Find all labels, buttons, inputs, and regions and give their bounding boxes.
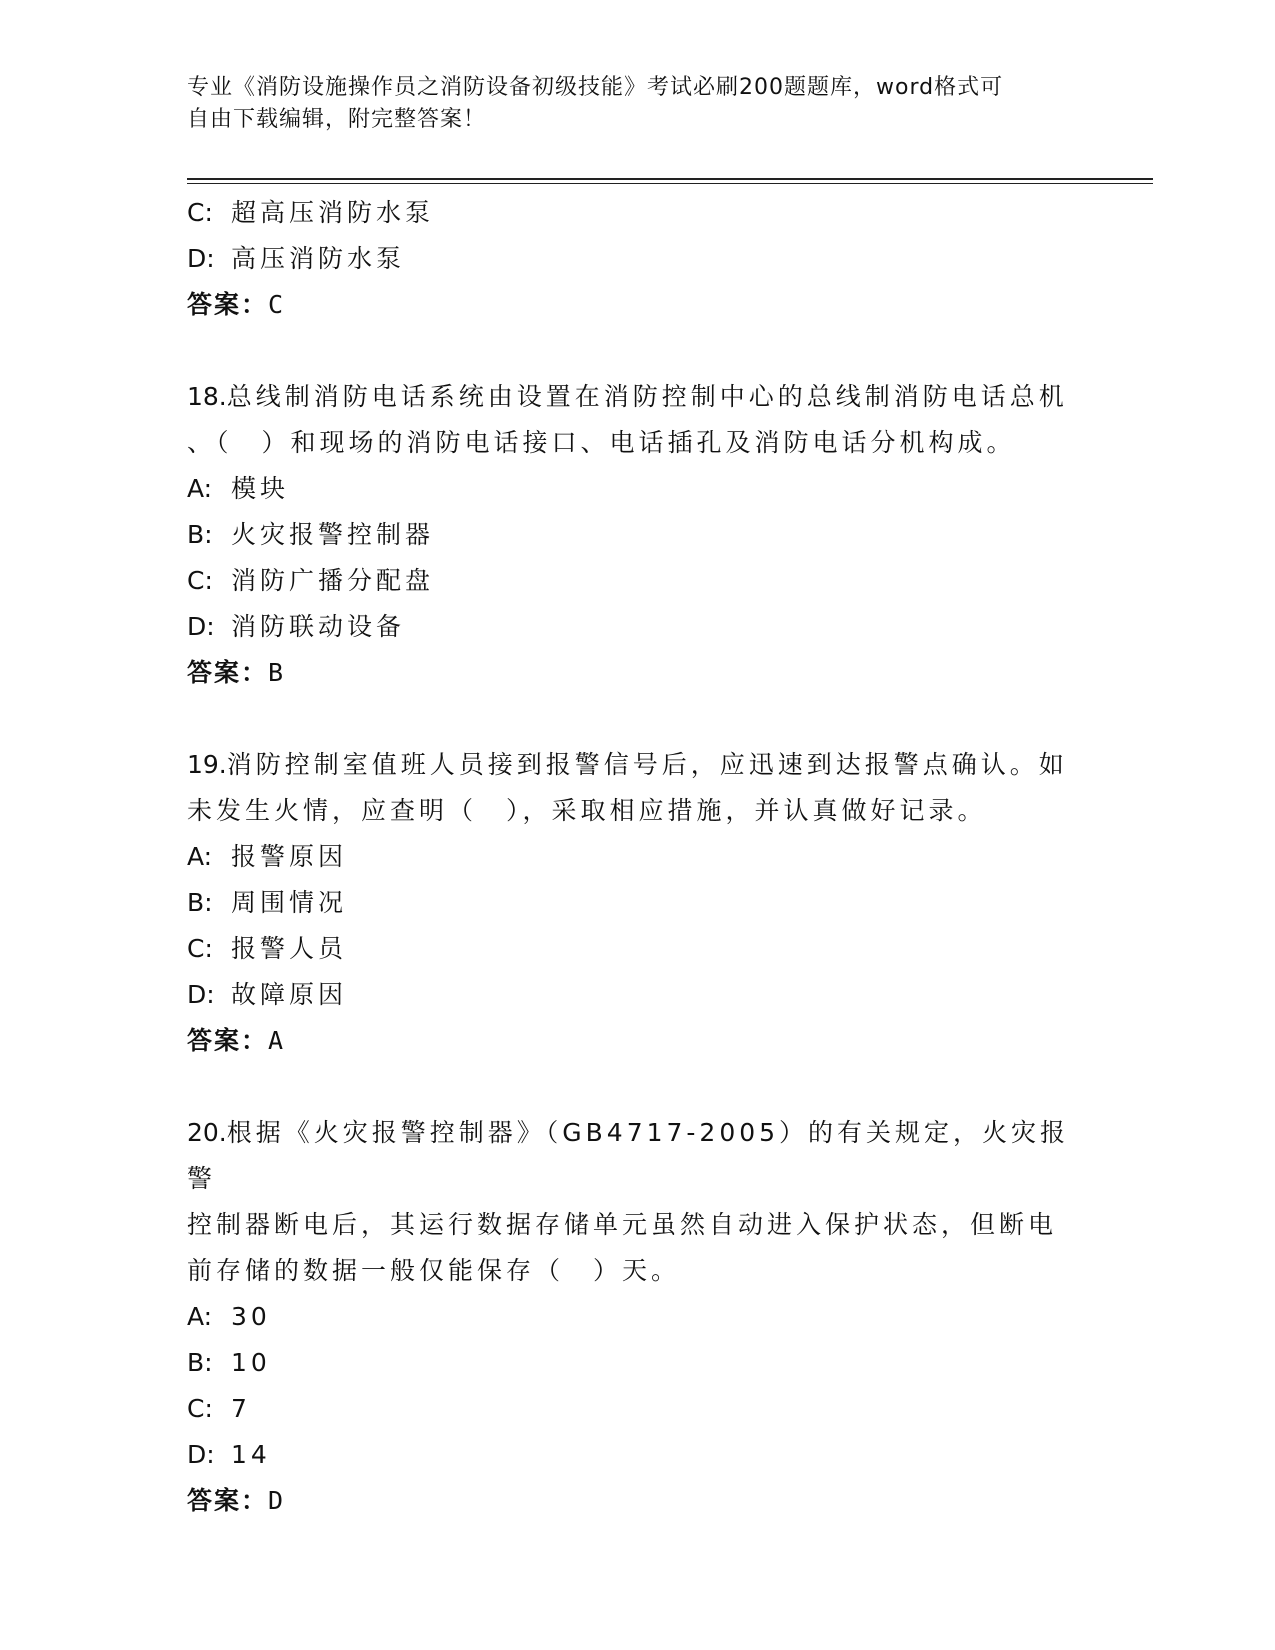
option-d xyxy=(187,972,1087,1018)
option-a xyxy=(187,466,1087,512)
option-c xyxy=(187,926,1087,972)
question-number: 20. xyxy=(187,1118,227,1147)
option-b xyxy=(187,880,1087,926)
option-text: 7 xyxy=(231,1394,251,1423)
option-letter: A: xyxy=(187,474,213,503)
option-letter: C: xyxy=(187,566,213,595)
stem-line-2: 、（ ）和现场的消防电话接口、电话插孔及消防电话分机构成。 xyxy=(187,428,1016,457)
stem-text: 消防控制室值班人员接到报警信号后，应迅速到达报警点确认。如 xyxy=(226,750,1068,779)
option-letter: A: xyxy=(187,842,213,871)
document-body xyxy=(187,190,1087,1570)
option-text: 10 xyxy=(231,1348,271,1377)
option-letter: B: xyxy=(187,520,213,549)
option-letter: D: xyxy=(187,612,215,641)
option-text: 报警原因 xyxy=(231,842,348,871)
option-letter: C: xyxy=(187,198,213,227)
stem-line-1 xyxy=(187,1110,1087,1202)
option-text: 模块 xyxy=(231,474,290,503)
option-letter: D: xyxy=(187,980,215,1009)
question-number: 19. xyxy=(187,750,227,779)
option-a xyxy=(187,834,1087,880)
option-text: 火灾报警控制器 xyxy=(231,520,435,549)
option-text: 消防联动设备 xyxy=(231,612,406,641)
stem-line-2: 未发生火情，应查明（ ），采取相应措施，并认真做好记录。 xyxy=(187,796,987,825)
page-header xyxy=(187,72,1087,136)
option-d xyxy=(187,236,1087,282)
option-text: 故障原因 xyxy=(231,980,348,1009)
option-text: 周围情况 xyxy=(231,888,348,917)
question-17-continued xyxy=(187,190,1087,328)
option-letter: B: xyxy=(187,888,213,917)
option-text: 超高压消防水泵 xyxy=(231,198,435,227)
stem-line-1 xyxy=(187,742,1087,788)
question-stem xyxy=(187,742,1087,834)
header-divider xyxy=(187,178,1153,180)
option-text: 30 xyxy=(231,1302,271,1331)
option-letter: A: xyxy=(187,1302,213,1331)
answer-label: 答案： xyxy=(187,1486,269,1515)
stem-text: 总线制消防电话系统由设置在消防控制中心的总线制消防电话总机 xyxy=(226,382,1068,411)
option-a xyxy=(187,1294,1087,1340)
answer xyxy=(187,1018,1087,1064)
question-stem xyxy=(187,1110,1087,1294)
option-letter: B: xyxy=(187,1348,213,1377)
answer xyxy=(187,1478,1087,1524)
question-number: 18. xyxy=(187,382,227,411)
option-text: 高压消防水泵 xyxy=(231,244,406,273)
header-line-1: 专业《消防设施操作员之消防设备初级技能》考试必刷200题题库，word格式可 xyxy=(187,75,1004,100)
answer-value: B xyxy=(268,658,286,687)
option-c xyxy=(187,558,1087,604)
option-b xyxy=(187,1340,1087,1386)
answer xyxy=(187,650,1087,696)
stem-text: 根据《火灾报警控制器》（GB4717-2005）的有关规定，火灾报警 xyxy=(187,1118,1070,1193)
option-letter: C: xyxy=(187,934,213,963)
option-c xyxy=(187,1386,1087,1432)
option-c xyxy=(187,190,1087,236)
option-text: 消防广播分配盘 xyxy=(231,566,435,595)
answer-label: 答案： xyxy=(187,290,269,319)
question-20 xyxy=(187,1110,1087,1524)
answer-value: D xyxy=(268,1486,286,1515)
stem-line-1 xyxy=(187,374,1087,420)
option-d xyxy=(187,604,1087,650)
question-18 xyxy=(187,374,1087,696)
stem-line-2: 控制器断电后，其运行数据存储单元虽然自动进入保护状态，但断电 xyxy=(187,1210,1058,1239)
option-letter: D: xyxy=(187,244,215,273)
option-letter: D: xyxy=(187,1440,215,1469)
option-text: 报警人员 xyxy=(231,934,348,963)
option-d xyxy=(187,1432,1087,1478)
option-letter: C: xyxy=(187,1394,213,1423)
answer-value: C xyxy=(268,290,286,319)
question-19 xyxy=(187,742,1087,1064)
header-line-2: 自由下载编辑，附完整答案！ xyxy=(187,107,487,132)
option-b xyxy=(187,512,1087,558)
answer-label: 答案： xyxy=(187,658,269,687)
option-text: 14 xyxy=(231,1440,271,1469)
answer xyxy=(187,282,1087,328)
answer-label: 答案： xyxy=(187,1026,269,1055)
question-stem xyxy=(187,374,1087,466)
answer-value: A xyxy=(268,1026,286,1055)
stem-line-3: 前存储的数据一般仅能保存（ ）天。 xyxy=(187,1256,681,1285)
